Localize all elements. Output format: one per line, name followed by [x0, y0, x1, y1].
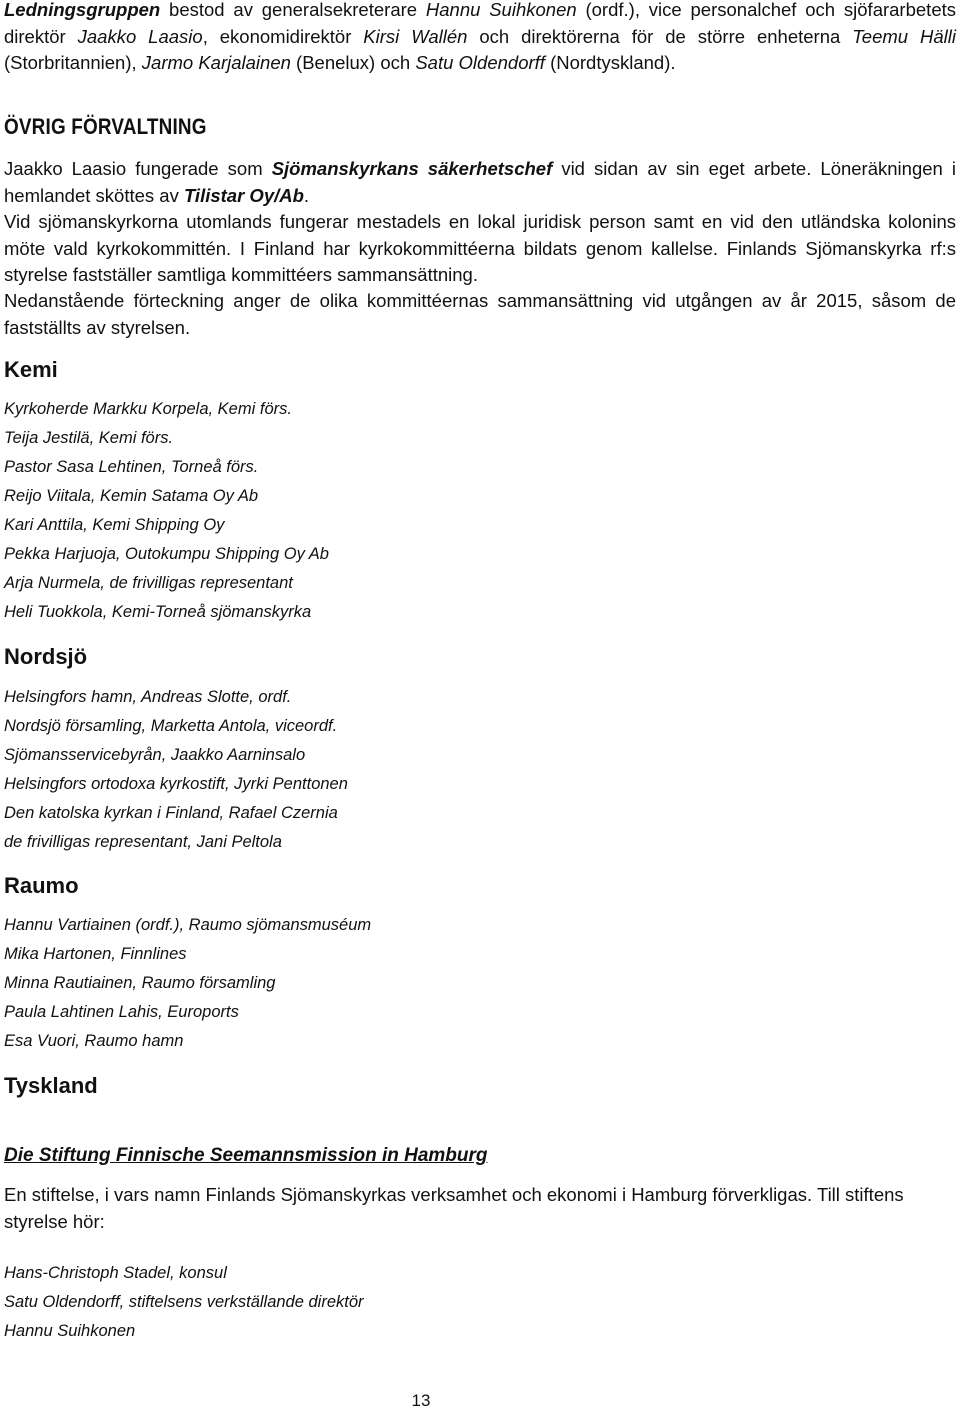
region-title-tyskland: Tyskland [4, 1073, 98, 1098]
ovrig-paragraph-3: Nedanstående förteckning anger de olika kommittéernas sammansättning vid utgången av år 2015, såsom de fastställts av styrelsen. [4, 290, 956, 338]
list-item: Kari Anttila, Kemi Shipping Oy [4, 516, 225, 534]
list-item: Den katolska kyrkan i Finland, Rafael Czernia [4, 804, 338, 822]
section-title-ovrig: ÖVRIG FÖRVALTNING [4, 114, 207, 139]
list-item: Paula Lahtinen Lahis, Euroports [4, 1003, 239, 1021]
list-item: Arja Nurmela, de frivilligas representant [4, 574, 293, 592]
region-title-raumo: Raumo [4, 873, 79, 898]
intro-paragraph: Ledningsgruppen bestod av generalsekreterare Hannu Suihkonen (ordf.), vice personalchef och sjöfararbetets direktör Jaakko Laasio, ekonomidirektör Kirsi Wallén och direktörerna för de större enheterna Teemu Hälli (Storbritannien), Jarmo Karjalainen (Benelux) och Satu Oldendorff (Nordtyskland). [4, 0, 956, 73]
list-item: de frivilligas representant, Jani Peltola [4, 833, 282, 851]
tyskland-member-list [4, 1259, 364, 1346]
list-item: Esa Vuori, Raumo hamn [4, 1032, 184, 1050]
list-item: Hannu Suihkonen [4, 1322, 136, 1340]
nordsjo-member-list [4, 683, 348, 857]
foundation-name: Die Stiftung Finnische Seemannsmission in Hamburg [4, 1145, 488, 1166]
list-item: Reijo Viitala, Kemin Satama Oy Ab [4, 487, 259, 505]
list-item: Heli Tuokkola, Kemi-Torneå sjömanskyrka [4, 603, 312, 621]
list-item: Pastor Sasa Lehtinen, Torneå förs. [4, 458, 259, 476]
intro-lead: Ledningsgruppen [4, 0, 161, 20]
list-item: Kyrkoherde Markku Korpela, Kemi förs. [4, 400, 292, 418]
region-title-nordsjo: Nordsjö [4, 644, 88, 669]
page-number: 13 [411, 1391, 431, 1410]
raumo-member-list [4, 911, 371, 1056]
list-item: Hannu Vartiainen (ordf.), Raumo sjömansmuséum [4, 916, 372, 934]
list-item: Minna Rautiainen, Raumo församling [4, 974, 276, 992]
list-item: Teija Jestilä, Kemi förs. [4, 429, 174, 447]
region-title-kemi: Kemi [4, 357, 58, 382]
list-item: Satu Oldendorff, stiftelsens verkställande direktör [4, 1293, 364, 1311]
tyskland-paragraph: En stiftelse, i vars namn Finlands Sjömanskyrkas verksamhet och ekonomi i Hamburg förverkligas. Till stiftens styrelse hör: [4, 1184, 904, 1232]
list-item: Pekka Harjuoja, Outokumpu Shipping Oy Ab [4, 545, 329, 563]
list-item: Hans-Christoph Stadel, konsul [4, 1264, 227, 1282]
ovrig-paragraph-2: Vid sjömanskyrkorna utomlands fungerar mestadels en lokal juridisk person samt en vid den utländska kolonins möte vald kyrkokommittén. I Finland har kyrkokommittéerna bildats genom kallelse. Finlands Sjömanskyrka rf:s styrelse fastställer samtliga kommittéers sammansättning. [4, 211, 956, 285]
list-item: Helsingfors hamn, Andreas Slotte, ordf. [4, 688, 292, 706]
list-item: Nordsjö församling, Marketta Antola, viceordf. [4, 717, 338, 735]
kemi-member-list [4, 395, 329, 627]
ovrig-paragraph-1: Jaakko Laasio fungerade som Sjömanskyrkans säkerhetschef vid sidan av sin eget arbete. Löneräkningen i hemlandet sköttes av Tilistar Oy/Ab. [4, 158, 956, 206]
list-item: Helsingfors ortodoxa kyrkostift, Jyrki Penttonen [4, 775, 348, 793]
list-item: Sjömansservicebyrån, Jaakko Aarninsalo [4, 746, 306, 764]
list-item: Mika Hartonen, Finnlines [4, 945, 187, 963]
